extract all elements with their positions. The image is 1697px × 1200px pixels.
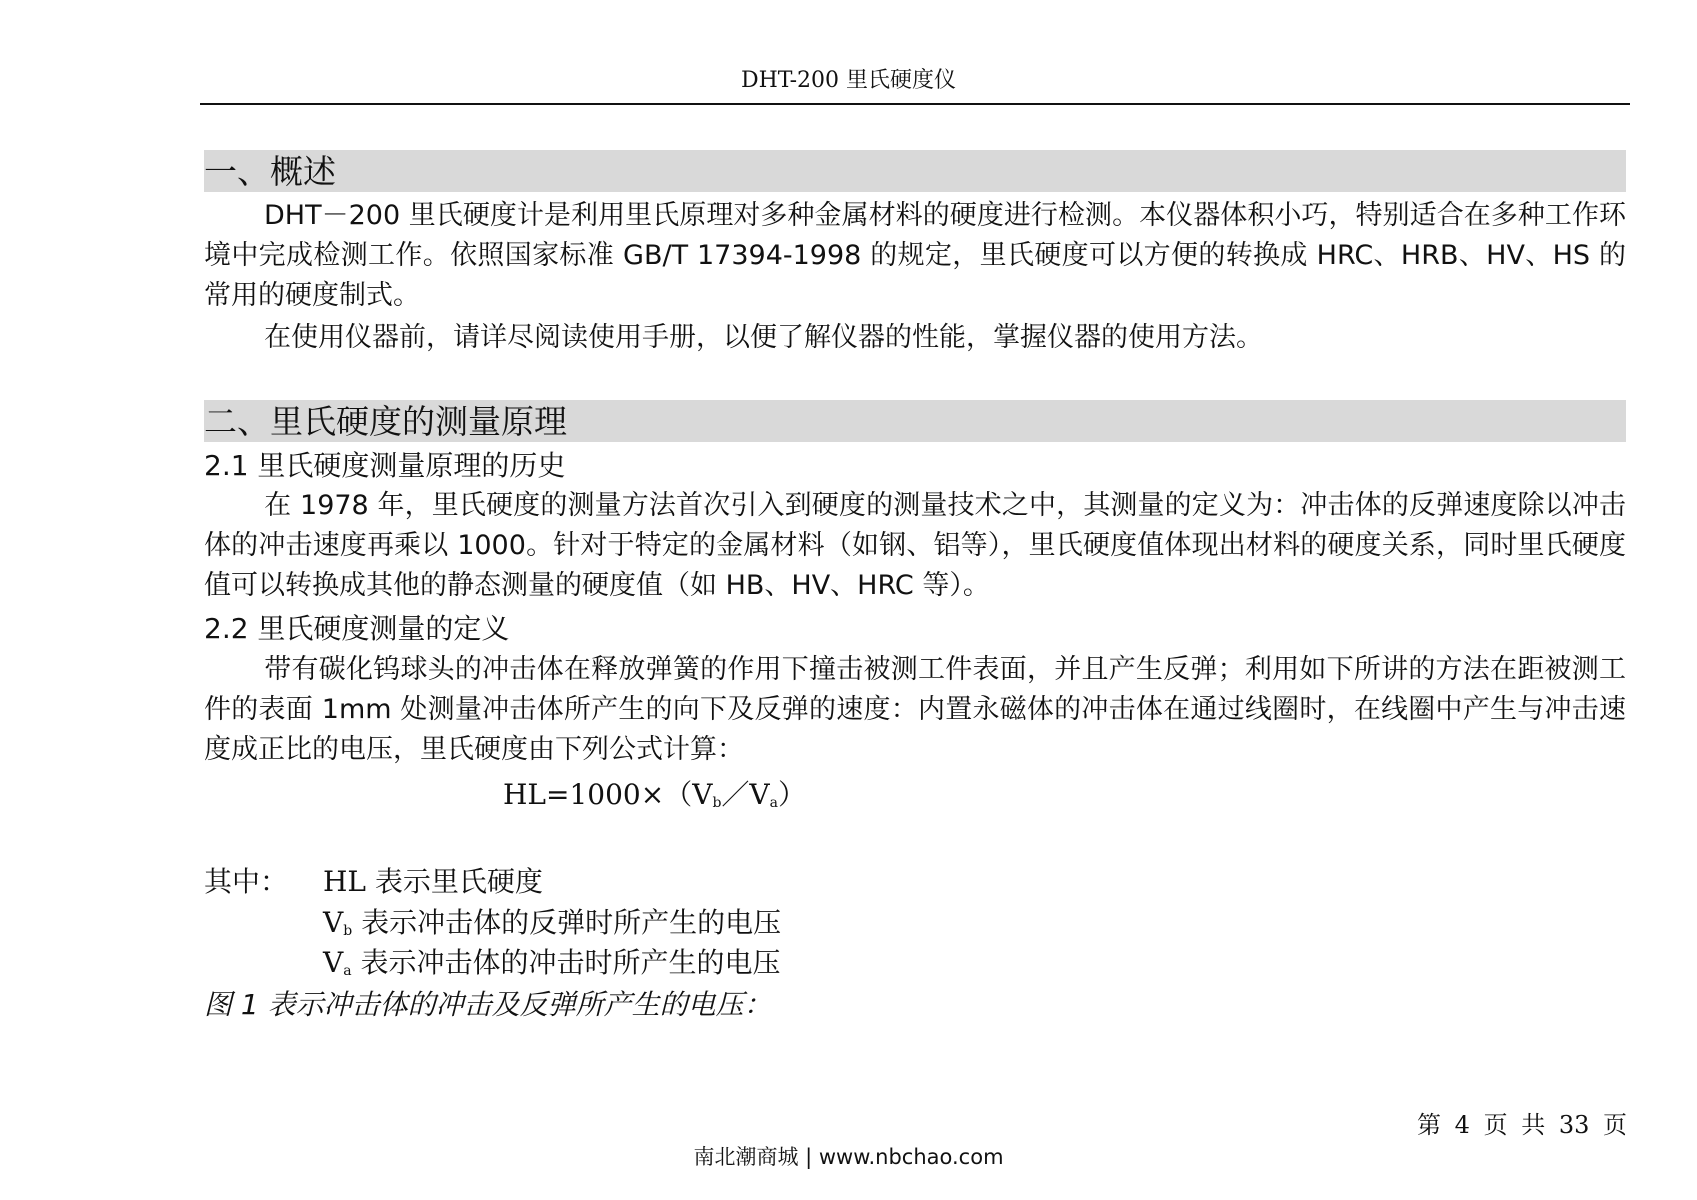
page-number: 第 4 页 共 33 页 [1417,1111,1627,1139]
section-2-title: 二、里氏硬度的测量原理 [204,402,567,441]
footer-watermark: 南北潮商城 | www.nbchao.com [693,1145,1004,1169]
legend-va-description: 表示冲击体的冲击时所产生的电压 [360,946,781,979]
subsection-2-2-title: 2.2 里氏硬度测量的定义 [204,612,510,645]
header-rule [200,103,1630,105]
formula-lhs: HL=1000×（ [503,778,693,811]
subsection-2-1-paragraph [204,486,1626,606]
subsection-2-2-paragraph-text: 带有碳化钨球头的冲击体在释放弹簧的作用下撞击被测工件表面，并且产生反弹；利用如下所讲的方法在距被测工件的表面 1mm 处测量冲击体所产生的向下及反弹的速度：内置永磁体的冲击体在通过线圈时，在线圈中产生与冲击速度成正比的电压，里氏硬度由下列公式计算： [204,654,1626,765]
legend-hl-symbol: HL [323,865,367,898]
formula-slash: ／ [721,778,750,811]
formula-va-symbol: V [749,778,770,811]
header-title: DHT-200 里氏硬度仪 [740,68,957,93]
section-1-title: 一、概述 [204,152,336,191]
legend-hl-description: 表示里氏硬度 [374,865,543,898]
section-1-paragraph-2-text: 在使用仪器前，请详尽阅读使用手册，以便了解仪器的性能，掌握仪器的使用方法。 [264,322,1263,353]
formula-vb-symbol: V [692,778,713,811]
legend-vb-symbol: V [323,906,344,939]
legend-va-symbol: V [323,946,344,979]
formula-rhs: ） [778,778,807,811]
legend-va [323,943,781,991]
formula-va-subscript: a [769,795,779,811]
subsection-2-2-paragraph [204,650,1626,770]
figure-caption: 图 1 表示冲击体的冲击及反弹所产生的电压： [204,988,772,1021]
subsection-2-1-title: 2.1 里氏硬度测量原理的历史 [204,449,566,482]
legend-va-subscript: a [343,963,352,979]
section-1-bar [204,150,1626,192]
legend-lead: 其中： [204,865,289,898]
formula-vb-subscript: b [712,795,722,811]
legend-vb-description: 表示冲击体的反弹时所产生的电压 [361,906,782,939]
section-1-paragraph-2 [204,318,1626,358]
legend-hl [323,862,543,902]
legend-vb-subscript: b [343,923,353,939]
section-1-paragraph-1 [204,196,1626,316]
section-1-paragraph-1-text: DHT－200 里氏硬度计是利用里氏原理对多种金属材料的硬度进行检测。本仪器体积小巧，特别适合在多种工作环境中完成检测工作。依照国家标准 GB/T 17394-1998 的规定，里氏硬度可以方便的转换成 HRC、HRB、HV、HS 的常用的硬度制式。 [204,200,1626,311]
subsection-2-1-paragraph-text: 在 1978 年，里氏硬度的测量方法首次引入到硬度的测量技术之中，其测量的定义为：冲击体的反弹速度除以冲击体的冲击速度再乘以 1000。针对于特定的金属材料（如钢、铝等），里氏硬度值体现出材料的硬度关系，同时里氏硬度值可以转换成其他的静态测量的硬度值（如 HB、HV、HRC 等）。 [204,490,1626,601]
hl-formula [503,775,806,823]
